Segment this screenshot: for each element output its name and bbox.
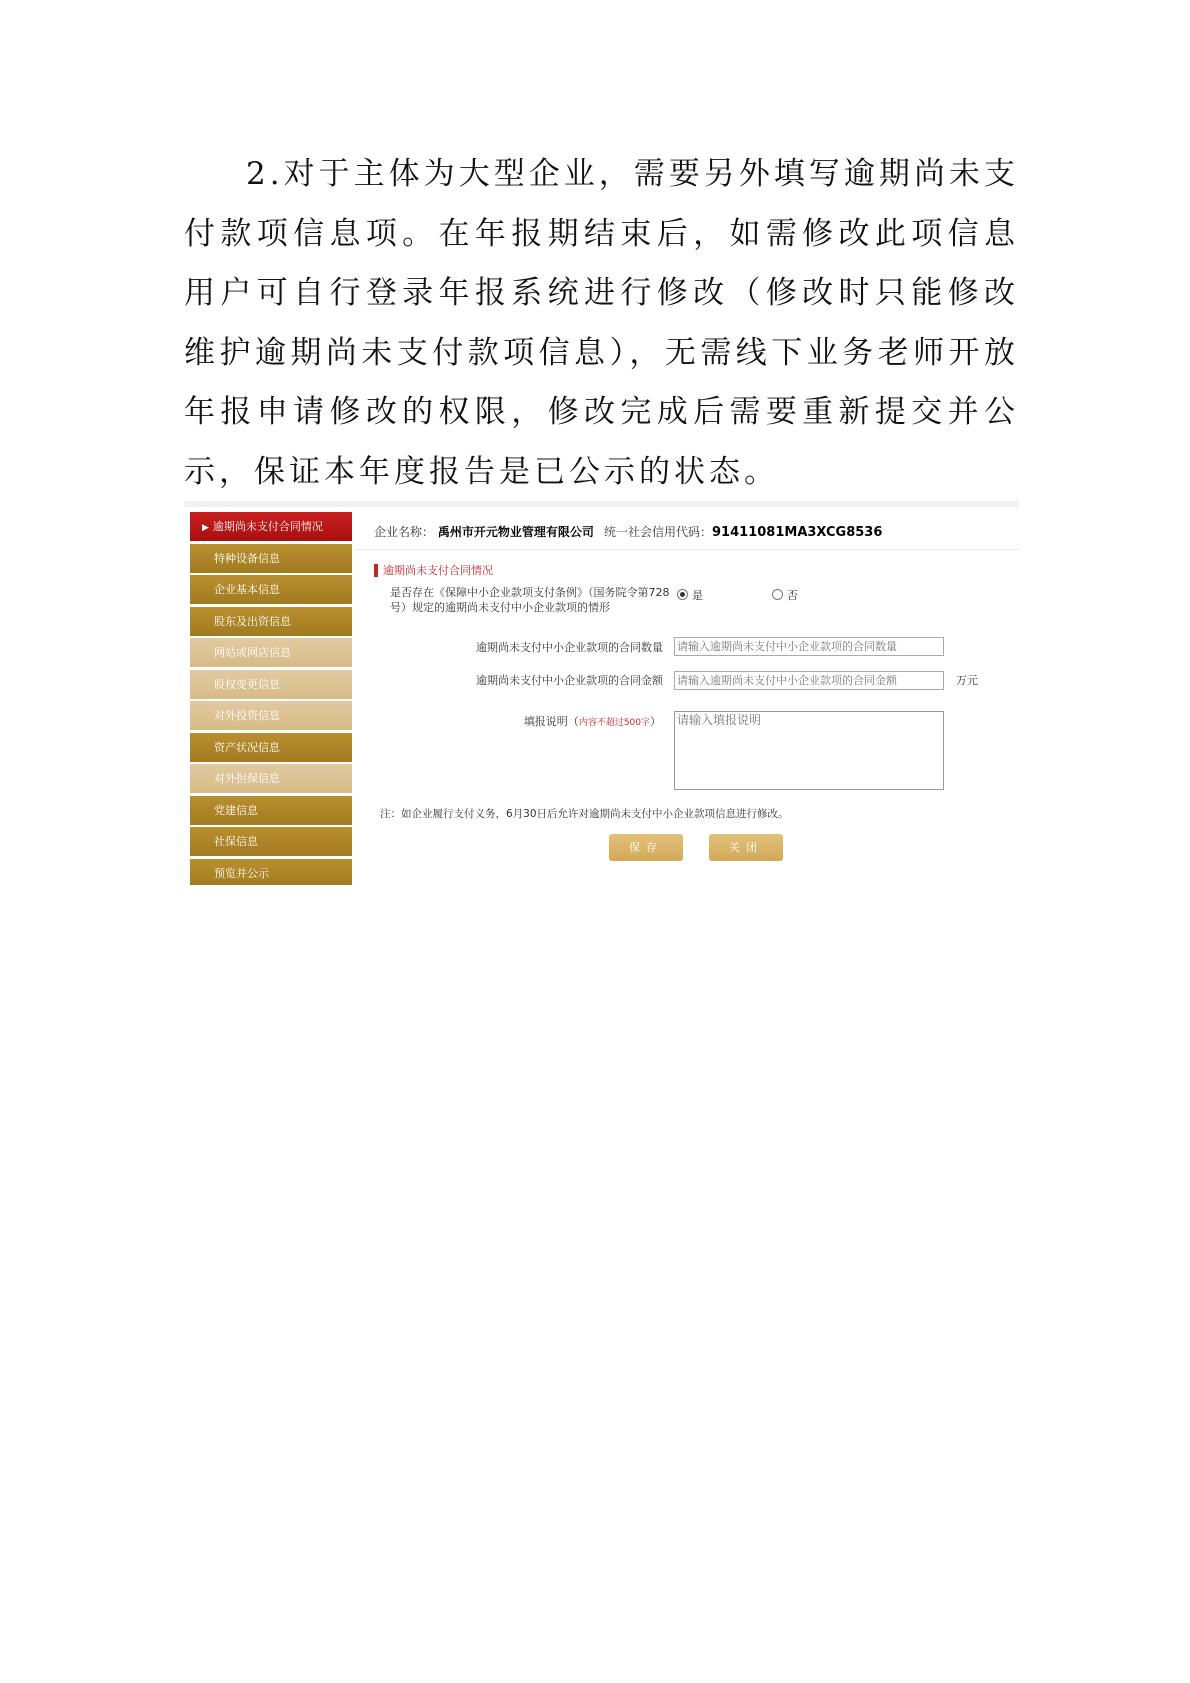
- contract-count-label: 逾期尚未支付中小企业款项的合同数量: [476, 641, 663, 654]
- annual-report-screenshot: [184, 501, 1019, 885]
- radio-checked-icon: [677, 589, 688, 600]
- sidebar-item-label: 党建信息: [214, 803, 258, 817]
- amount-unit: 万元: [956, 674, 978, 687]
- sidebar-item-label: 预览并公示: [214, 866, 269, 880]
- modification-note: 注：如企业履行支付义务，6月30日后允许对逾期尚未支付中小企业款项信息进行修改。: [380, 808, 789, 820]
- sidebar-item-label: 企业基本信息: [214, 583, 280, 596]
- sidebar-item-label: 社保信息: [214, 835, 258, 848]
- sidebar-item-label: 网站或网店信息: [214, 646, 291, 659]
- overdue-question: 是否存在《保障中小企业款项支付条例》（国务院令第728号）规定的逾期尚未支付中小企业款项的情形: [390, 586, 670, 614]
- sidebar-item-label: 股东及出资信息: [214, 614, 291, 628]
- sidebar-item-label: 对外投资信息: [214, 709, 280, 722]
- caret-right-icon: ▶: [202, 523, 209, 533]
- sidebar-item-preview-publish[interactable]: [190, 859, 352, 886]
- company-header: [356, 517, 1019, 550]
- sidebar-item-websites[interactable]: [190, 638, 352, 667]
- sidebar-item-guarantees[interactable]: [190, 764, 352, 793]
- sidebar-item-label: 特种设备信息: [214, 551, 280, 565]
- radio-yes[interactable]: 是: [677, 587, 703, 603]
- radio-unchecked-icon: [772, 589, 783, 600]
- sidebar-item-investments[interactable]: [190, 701, 352, 730]
- section-title: 逾期尚未支付合同情况: [374, 564, 493, 577]
- remark-limit: 内容不超过500字: [578, 718, 650, 728]
- sidebar-item-basic-info[interactable]: [190, 575, 352, 604]
- sidebar-item-party-building[interactable]: [190, 796, 352, 825]
- contract-amount-input[interactable]: 请输入逾期尚未支付中小企业款项的合同金额: [674, 671, 944, 690]
- sidebar-item-social-security[interactable]: [190, 827, 352, 856]
- sidebar-item-label: 资产状况信息: [214, 740, 280, 754]
- remark-textarea[interactable]: 请输入填报说明: [674, 711, 944, 790]
- save-button[interactable]: 保存: [609, 834, 683, 861]
- sidebar-menu: [190, 512, 352, 885]
- credit-code: 统一社会信用代码：91411081MA3XCG8536: [604, 525, 883, 540]
- contract-amount-label: 逾期尚未支付中小企业款项的合同金额: [476, 674, 663, 687]
- sidebar-item-equity-changes[interactable]: [190, 670, 352, 699]
- sidebar-item-label: 股权变更信息: [214, 677, 280, 691]
- remark-label: 填报说明（内容不超过500字）: [523, 715, 661, 728]
- contract-count-input[interactable]: 请输入逾期尚未支付中小企业款项的合同数量: [674, 637, 944, 656]
- document-paragraph: 2.对于主体为大型企业，需要另外填写逾期尚未支付款项信息项。在年报期结束后，如需修改此项信息用户可自行登录年报系统进行修改（修改时只能修改维护逾期尚未支付款项信息），无需线下业务老师开放年报申请修改的权限，修改完成后需要重新提交并公示，保证本年度报告是已公示的状态。: [184, 156, 1019, 490]
- radio-no[interactable]: 否: [772, 587, 798, 603]
- sidebar-item-assets[interactable]: [190, 733, 352, 762]
- sidebar-item-shareholders[interactable]: [190, 607, 352, 636]
- close-button[interactable]: 关闭: [709, 834, 783, 861]
- sidebar-item-special-equipment[interactable]: [190, 544, 352, 573]
- sidebar-item-overdue-contracts[interactable]: [190, 512, 352, 541]
- sidebar-item-label: 逾期尚未支付合同情况: [212, 520, 323, 533]
- company-name: 企业名称： 禹州市开元物业管理有限公司: [374, 525, 594, 539]
- sidebar-item-label: 对外担保信息: [214, 772, 280, 785]
